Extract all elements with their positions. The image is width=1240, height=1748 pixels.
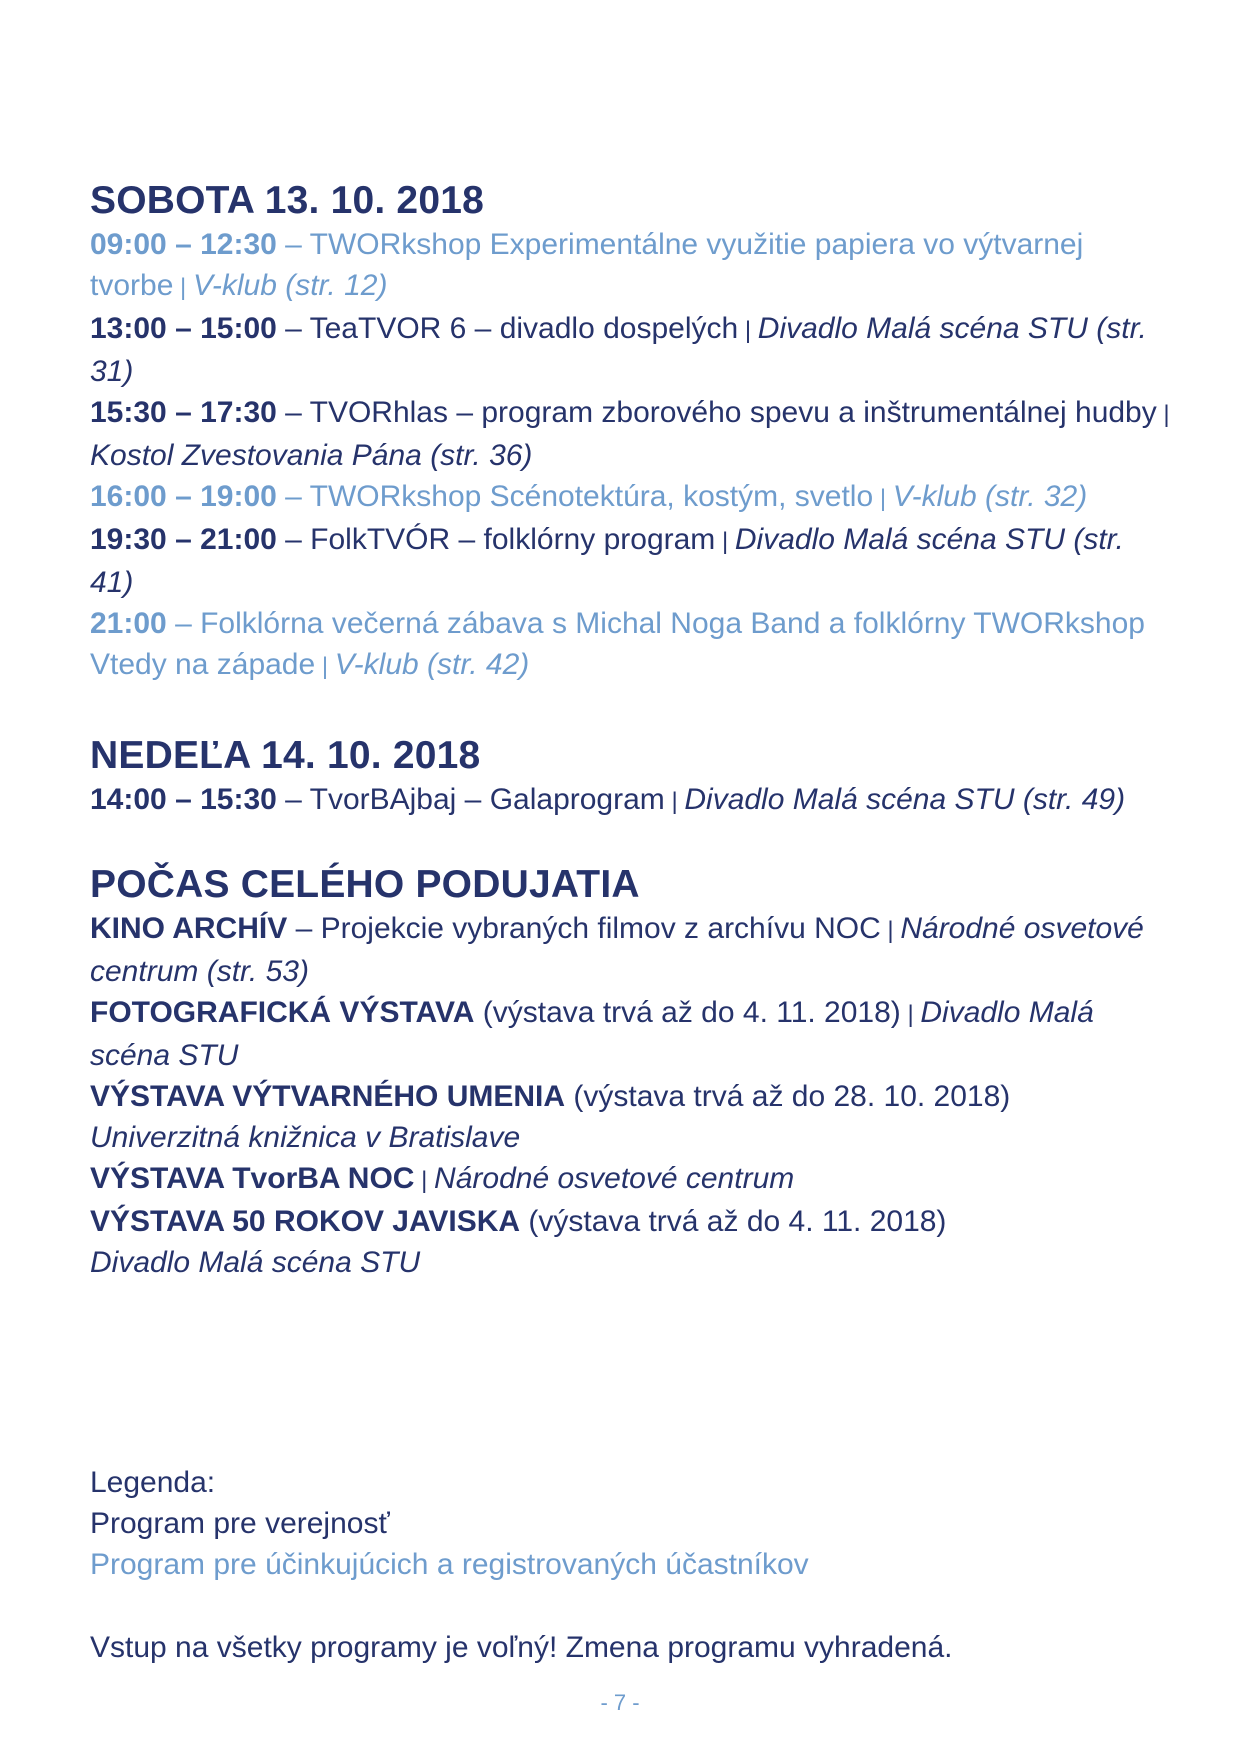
entry-separator: | [1156, 401, 1170, 428]
entry-time: 19:30 – 21:00 [90, 523, 277, 556]
exhibit-entry [90, 908, 1170, 992]
program-entry [90, 603, 1170, 687]
program-entry [90, 224, 1170, 308]
section-whole-event [90, 862, 1170, 1283]
entry-separator: | [173, 274, 193, 301]
entry-separator: | [715, 528, 735, 555]
entry-time: 21:00 [90, 607, 167, 640]
entry-venue: Národné osvetové centrum (str. 53) [90, 912, 1144, 988]
program-entry [90, 392, 1170, 476]
entry-time: 09:00 – 12:30 [90, 228, 277, 261]
section-heading: SOBOTA 13. 10. 2018 [90, 179, 484, 222]
entry-dash: – [276, 228, 310, 261]
entry-time: 16:00 – 19:00 [90, 480, 277, 513]
program-content [90, 178, 1170, 1323]
entry-dash: – [276, 523, 311, 556]
exhibit-entry [90, 1158, 1170, 1201]
entry-title: FolkTVÓR – folklórny program [310, 523, 716, 556]
entry-venue: Divadlo Malá scéna STU [90, 1246, 421, 1279]
exhibit-details: (výstava trvá až do 4. 11. 2018) [474, 996, 901, 1029]
section-sunday [90, 733, 1170, 822]
entry-separator: | [414, 1167, 435, 1194]
entry-separator: | [880, 917, 901, 944]
entry-dash: – [276, 480, 310, 513]
entry-venue: Divadlo Malá scéna STU (str. 31) [90, 312, 1147, 388]
entry-dash: – [276, 312, 310, 345]
section-heading: POČAS CELÉHO PODUJATIA [90, 863, 640, 906]
exhibit-entry [90, 1076, 1170, 1158]
entry-separator: | [738, 317, 758, 344]
entry-venue: V-klub (str. 42) [334, 648, 530, 681]
exhibit-name: KINO ARCHÍV [90, 912, 288, 945]
entry-title: Folklórna večerná zábava s Michal Noga Band a folklórny TWORkshop Vtedy na západe [90, 607, 1145, 681]
entry-dash: – [276, 396, 310, 429]
entry-title: TWORkshop Scénotektúra, kostým, svetlo [309, 480, 874, 513]
legend-registered: Program pre účinkujúcich a registrovaných účastníkov [90, 1548, 809, 1581]
legend [90, 1462, 809, 1585]
exhibit-details: – Projekcie vybraných filmov z archívu NOC [287, 912, 881, 945]
exhibit-name: FOTOGRAFICKÁ VÝSTAVA [90, 996, 475, 1029]
entry-separator: | [664, 788, 685, 815]
exhibit-details: (výstava trvá až do 28. 10. 2018) [565, 1080, 1011, 1113]
program-entry [90, 779, 1170, 822]
entry-time: 13:00 – 15:00 [90, 312, 277, 345]
entry-venue: Národné osvetové centrum [434, 1162, 795, 1195]
legend-label: Legenda: [90, 1466, 216, 1499]
entry-venue: Divadlo Malá scéna STU (str. 41) [90, 523, 1124, 599]
exhibit-name: VÝSTAVA 50 ROKOV JAVISKA [90, 1205, 521, 1238]
entry-venue: Univerzitná knižnica v Bratislave [90, 1121, 521, 1154]
entry-time: 14:00 – 15:30 [90, 783, 277, 816]
section-saturday [90, 178, 1170, 687]
exhibit-entry [90, 1201, 1170, 1283]
entry-dash: – [166, 607, 201, 640]
entry-separator: | [315, 653, 335, 680]
entry-venue: Divadlo Malá scéna STU [90, 996, 1094, 1072]
entry-notice: Vstup na všetky programy je voľný! Zmena programu vyhradená. [90, 1631, 953, 1664]
entry-venue: Kostol Zvestovania Pána (str. 36) [90, 439, 533, 472]
entry-title: TWORkshop Experimentálne využitie papiera vo výtvarnej tvorbe [90, 228, 1084, 302]
entry-time: 15:30 – 17:30 [90, 396, 277, 429]
exhibit-name: VÝSTAVA VÝTVARNÉHO UMENIA [90, 1080, 566, 1113]
program-entry [90, 308, 1170, 392]
entry-title: TVORhlas – program zborového spevu a inštrumentálnej hudby [309, 396, 1157, 429]
program-entry [90, 519, 1170, 603]
page-number: - 7 - [600, 1690, 640, 1715]
entry-venue: V-klub (str. 32) [892, 480, 1088, 513]
entry-venue: V-klub (str. 12) [192, 269, 388, 302]
entry-separator: | [873, 485, 893, 512]
entry-title: TeaTVOR 6 – divadlo dospelých [309, 312, 739, 345]
legend-public: Program pre verejnosť [90, 1507, 390, 1540]
program-entry [90, 476, 1170, 519]
entry-venue: Divadlo Malá scéna STU (str. 49) [684, 783, 1126, 816]
exhibit-entry [90, 992, 1170, 1076]
entry-separator: | [900, 1001, 921, 1028]
entry-title: TvorBAjbaj – Galaprogram [309, 783, 665, 816]
exhibit-details: (výstava trvá až do 4. 11. 2018) [520, 1205, 947, 1238]
section-heading: NEDEĽA 14. 10. 2018 [90, 734, 481, 777]
exhibit-name: VÝSTAVA TvorBA NOC [90, 1162, 415, 1195]
entry-dash: – [276, 783, 310, 816]
